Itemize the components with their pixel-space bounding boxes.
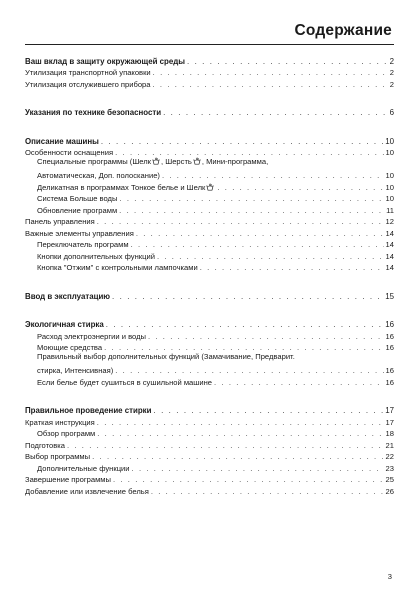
toc-entry[interactable]: Обновление программ . . . 11: [25, 203, 394, 215]
toc-entry[interactable]: Ввод в эксплуатацию . . . 15: [25, 289, 394, 301]
dot-leader: [200, 263, 384, 272]
dot-leader: [162, 171, 384, 180]
dot-leader: [97, 217, 384, 226]
dot-leader: [104, 343, 383, 352]
dot-leader: [131, 240, 384, 249]
toc-entry[interactable]: Описание машины . . . 10: [25, 134, 394, 146]
toc-entry-continuation[interactable]: стирка, Интенсивная) . . . 16: [25, 364, 394, 376]
toc-entry[interactable]: Кнопки дополнительных функций . . . 14: [25, 249, 394, 261]
page-number: 3: [387, 572, 392, 581]
dot-leader: [112, 292, 383, 301]
dot-leader: [136, 229, 384, 238]
hand-wash-basin-icon: [206, 183, 214, 191]
dot-leader: [148, 332, 384, 341]
toc-entry[interactable]: Деликатная в программах Тонкое белье и Шелк . . . 10: [25, 180, 394, 192]
toc-entry[interactable]: Переключатель программ . . . 14: [25, 238, 394, 250]
toc-entry[interactable]: Специальные программы (Шелк , Шерсть , Мини-программа,: [37, 157, 269, 166]
dot-leader: [153, 80, 388, 89]
dot-leader: [115, 148, 383, 157]
toc-entry[interactable]: Обзор программ . . . 18: [25, 427, 394, 439]
dot-leader: [92, 452, 383, 461]
dot-leader: [113, 475, 384, 484]
toc-entry[interactable]: Моющие средства . . . 16: [25, 341, 394, 353]
dot-leader: [119, 206, 384, 215]
toc-entry[interactable]: Добавление или извлечение белья . . . 26: [25, 484, 394, 496]
table-of-contents: [25, 54, 394, 496]
dot-leader: [106, 320, 383, 329]
dot-leader: [217, 183, 383, 192]
toc-entry[interactable]: Завершение программы . . . 25: [25, 473, 394, 485]
dot-leader: [214, 378, 384, 387]
toc-entry[interactable]: Подготовка . . . 21: [25, 438, 394, 450]
toc-entry[interactable]: Правильный выбор дополнительных функций (Замачивание, Предварит.: [37, 352, 295, 361]
toc-entry[interactable]: Выбор программы . . . 22: [25, 450, 394, 462]
toc-entry[interactable]: Кнопка "Отжим" с контрольными лампочками . . . 14: [25, 261, 394, 273]
toc-entry[interactable]: Утилизация транспортной упаковки . . . 2: [25, 66, 394, 78]
dot-leader: [97, 418, 384, 427]
toc-entry[interactable]: Краткая инструкция . . . 17: [25, 415, 394, 427]
toc-entry[interactable]: Важные элементы управления . . . 14: [25, 226, 394, 238]
dot-leader: [187, 57, 388, 66]
toc-entry[interactable]: Особенности оснащения . . . 10: [25, 146, 394, 158]
toc-entry[interactable]: Дополнительные функции . . . 23: [25, 461, 394, 473]
toc-entry[interactable]: Указания по технике безопасности . . . 6: [25, 106, 394, 118]
dot-leader: [101, 137, 383, 146]
hand-wash-basin-icon: [193, 157, 201, 165]
dot-leader: [157, 252, 384, 261]
title-divider: [25, 44, 394, 45]
toc-entry[interactable]: Расход электроэнергии и воды . . . 16: [25, 329, 394, 341]
toc-entry[interactable]: Ваш вклад в защиту окружающей среды . . . 2: [25, 54, 394, 66]
toc-entry-continuation[interactable]: Автоматическая, Доп. полоскание) . . . 10: [25, 169, 394, 181]
page-title: Содержание: [294, 22, 392, 39]
toc-entry[interactable]: Правильное проведение стирки . . . 17: [25, 404, 394, 416]
toc-entry[interactable]: Если белье будет сушиться в сушильной машине . . . 16: [25, 375, 394, 387]
dot-leader: [97, 429, 383, 438]
toc-entry[interactable]: Панель управления . . . 12: [25, 215, 394, 227]
toc-entry[interactable]: Система Больше воды . . . 10: [25, 192, 394, 204]
dot-leader: [153, 68, 388, 77]
toc-entry[interactable]: Экологичная стирка . . . 16: [25, 318, 394, 330]
toc-entry[interactable]: Утилизация отслужившего прибора . . . 2: [25, 77, 394, 89]
hand-wash-basin-icon: [152, 157, 160, 165]
dot-leader: [151, 487, 384, 496]
dot-leader: [115, 366, 383, 375]
dot-leader: [153, 406, 383, 415]
dot-leader: [67, 441, 384, 450]
dot-leader: [132, 464, 384, 473]
dot-leader: [163, 108, 388, 117]
dot-leader: [119, 194, 383, 203]
